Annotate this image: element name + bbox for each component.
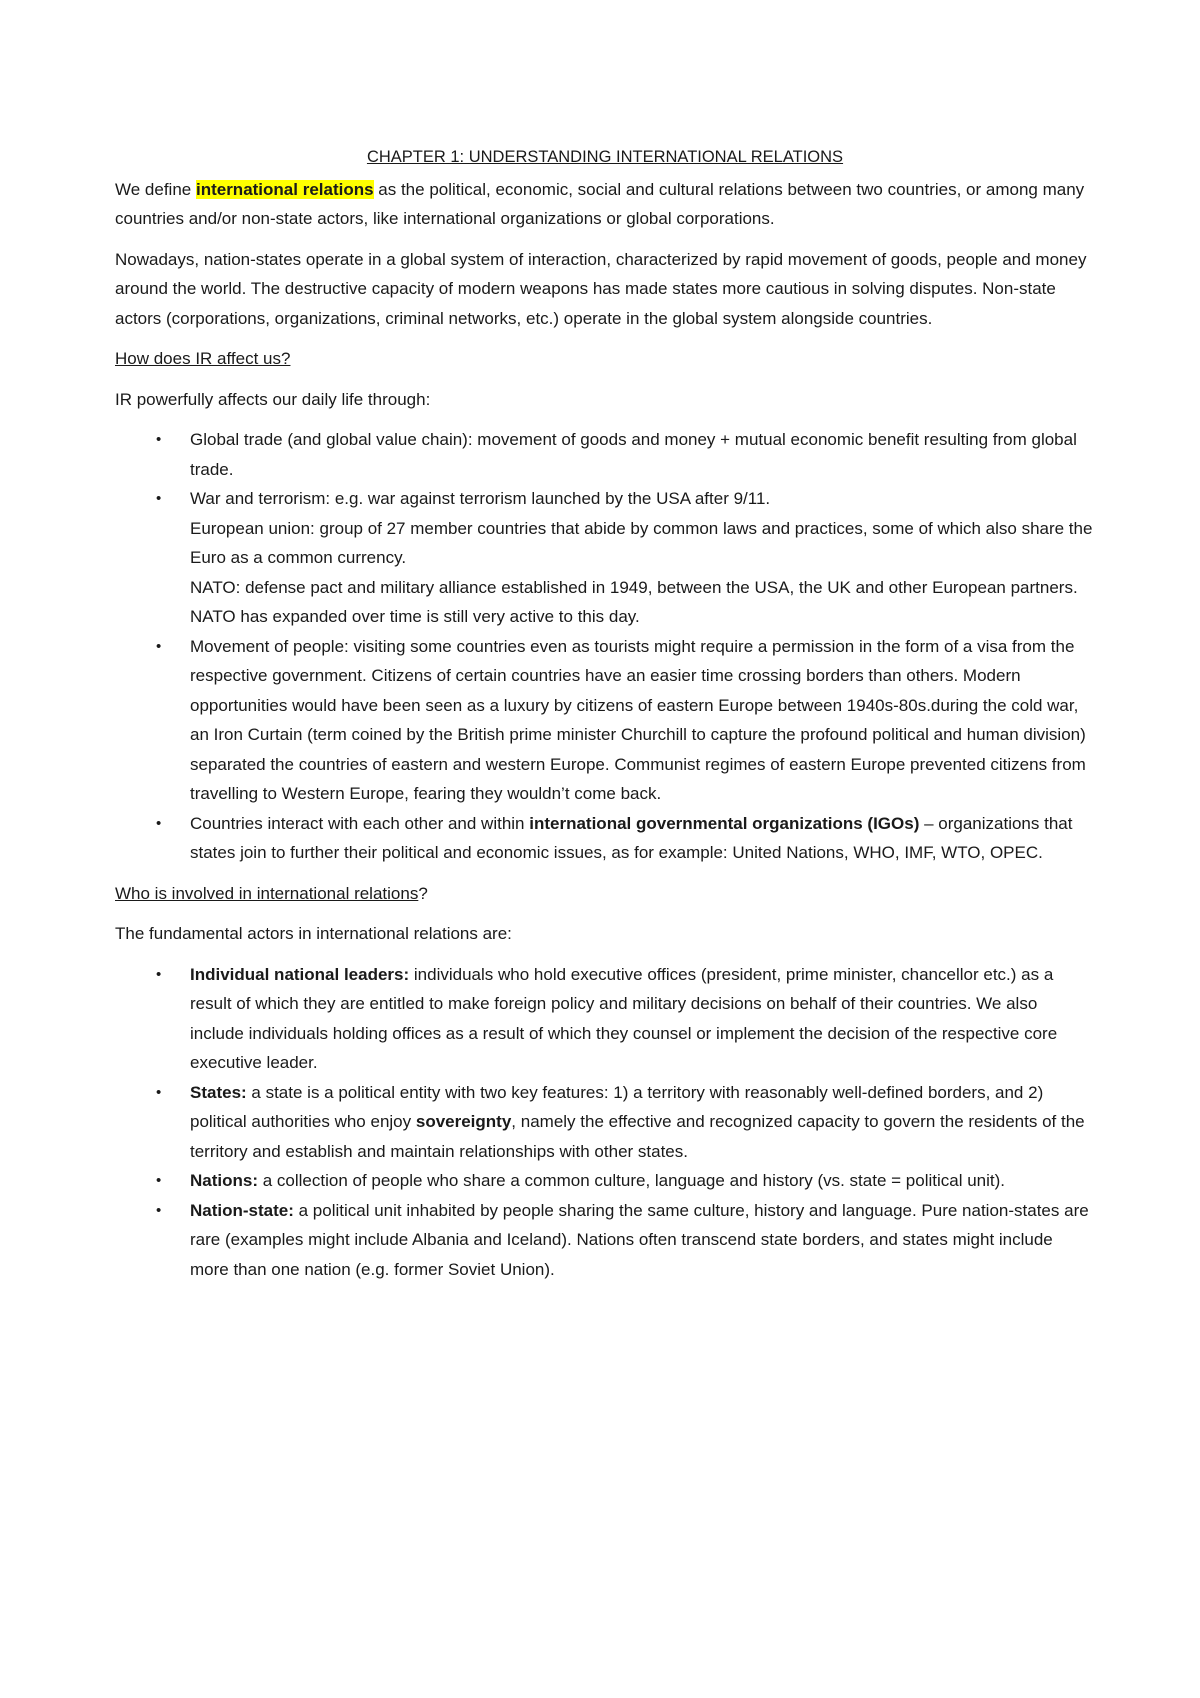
bullet-icon: • <box>156 965 162 983</box>
term-bold: Nation-state: <box>190 1200 294 1220</box>
term-definition: individuals who hold executive offices (president, prime minister, chancellor etc.) as a result of which they are entitled to make foreign policy and military decisions on behalf of their countries. We also include individuals holding offices as a result of which they counsel or implement the decision of the respective core executive leader. <box>190 964 1058 1072</box>
list-item <box>115 809 1095 868</box>
bullet-text-nato: NATO: defense pact and military alliance established in 1949, between the USA, the UK and other European partners. NATO has expanded over time is still very active to this day. <box>190 577 1078 626</box>
term-definition: a collection of people who share a common culture, language and history (vs. state = political unit). <box>258 1171 1005 1190</box>
list-item <box>115 1078 1095 1167</box>
list-item <box>115 960 1095 1078</box>
section-lead-ir-affect: IR powerfully affects our daily life through: <box>115 389 431 409</box>
list-item <box>115 1166 1095 1196</box>
highlighted-term: international relations <box>195 179 374 199</box>
list-item <box>115 1196 1095 1285</box>
list-item <box>115 425 1095 484</box>
bullet-text: Countries interact with each other and within <box>190 813 530 833</box>
term-bold: Nations: <box>190 1171 258 1190</box>
bullet-text-eu: European union: group of 27 member countries that abide by common laws and practices, some of which also share the Euro as a common currency. <box>190 518 1093 567</box>
section-heading-who-involved <box>115 879 1095 909</box>
term-bold: States: <box>190 1082 247 1102</box>
intro-prefix: We define <box>115 179 196 199</box>
bullet-text: War and terrorism: e.g. war against terrorism launched by the USA after 9/11. <box>190 489 771 508</box>
paragraph-nation-states: Nowadays, nation-states operate in a global system of interaction, characterized by rapid movement of goods, people and money around the world. The destructive capacity of modern weapons has made states more cautious in solving disputes. Non-state actors (corporations, organizations, criminal networks, etc.) operate in the global system alongside countries. <box>115 249 1087 328</box>
term-definition: a state is a political entity with two key features: 1) a territory with reasonably well-defined borders, and 2) political authorities who enjoy <box>190 1082 1044 1131</box>
bullet-icon: • <box>156 490 162 507</box>
bullet-icon: • <box>156 1083 162 1101</box>
bullet-text: Global trade (and global value chain): movement of goods and money + mutual economic benefit resulting from global trade. <box>190 430 1077 479</box>
section-heading-ir-affect: How does IR affect us? <box>115 349 291 368</box>
document-page <box>115 143 1095 1295</box>
intro-paragraph <box>115 175 1095 234</box>
chapter-title: CHAPTER 1: UNDERSTANDING INTERNATIONAL RELATIONS <box>366 148 844 166</box>
heading-underlined: Who is involved in international relations <box>115 883 419 903</box>
intro-suffix: as the political, economic, social and cultural relations between two countries, or among many countries and/or non-state actors, like international organizations or global corporations. <box>115 179 1085 228</box>
list-item <box>115 484 1095 632</box>
ir-effects-list <box>115 425 1095 868</box>
section-lead-actors: The fundamental actors in international relations are: <box>115 924 512 943</box>
term-definition-cont: , namely the effective and recognized capacity to govern the residents of the territory and establish and maintain relationships with other states. <box>190 1112 1085 1161</box>
bullet-icon: • <box>156 637 162 655</box>
term-bold-sovereignty: sovereignty <box>415 1112 512 1131</box>
bullet-icon: • <box>156 814 162 832</box>
bullet-text: Movement of people: visiting some countries even as tourists might require a permission in the form of a visa from the respective government. Citizens of certain countries have an easier time crossing borders than others. Modern opportunities would have been seen as a luxury by citizens of eastern Europe between 1940s-80s.during the cold war, an Iron Curtain (term coined by the British prime minister Churchill to capture the profound political and human division) separated the countries of eastern and western Europe. Communist regimes of eastern Europe prevented citizens from travelling to Western Europe, fearing they wouldn’t come back. <box>190 636 1086 803</box>
bullet-icon: • <box>156 1172 162 1189</box>
term-definition: a political unit inhabited by people sharing the same culture, history and language. Pure nation-states are rare (examples might include Albania and Iceland). Nations often transcend state borders, and states might include more than one nation (e.g. former Soviet Union). <box>190 1200 1089 1279</box>
bullet-icon: • <box>156 1201 162 1219</box>
actors-list <box>115 960 1095 1285</box>
bullet-text-post: – organizations that states join to further their political and economic issues, as for example: United Nations, WHO, IMF, WTO, OPEC. <box>190 813 1073 862</box>
bullet-bold-igos: international governmental organizations (IGOs) <box>529 813 920 833</box>
term-bold: Individual national leaders: <box>190 964 410 984</box>
heading-question-mark: ? <box>418 883 428 903</box>
list-item <box>115 632 1095 809</box>
bullet-icon: • <box>156 431 162 448</box>
